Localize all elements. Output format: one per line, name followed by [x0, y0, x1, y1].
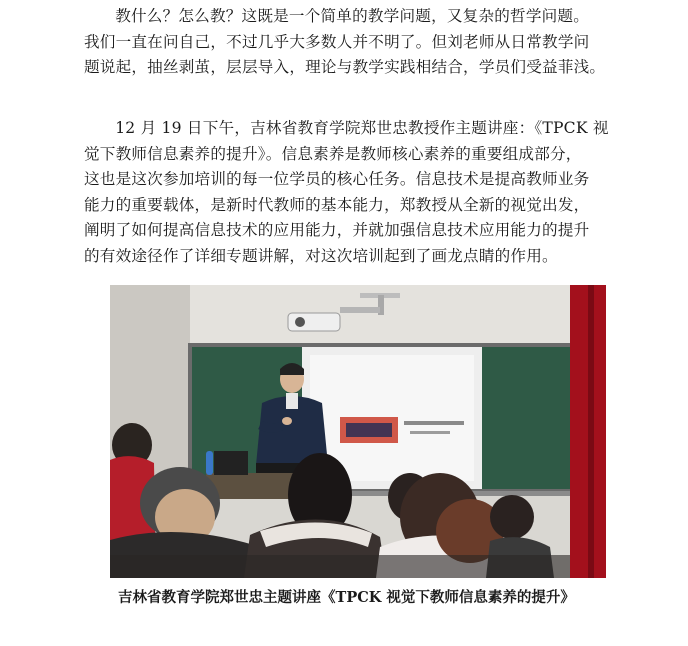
paragraph-1-line-1: 教什么？怎么教？这既是一个简单的教学问题，又复杂的哲学问题。 [115, 7, 590, 25]
lecture-photo [110, 285, 606, 578]
paragraph-2-line-2: 觉下教师信息素养的提升》。信息素养是教师核心素养的重要组成部分， [84, 144, 582, 163]
paragraph-1 [84, 4, 609, 81]
paragraph-2-line-4: 能力的重要载体，是新时代教师的基本能力，郑教授从全新的视觉出发， [84, 195, 590, 214]
paragraph-2-line-3: 这也是这次参加培训的每一位学员的核心任务。信息技术是提高教师业务 [84, 170, 590, 188]
paragraph-2 [84, 116, 609, 269]
photo-caption: 吉林省教育学院郑世忠主题讲座《TPCK 视觉下教师信息素养的提升》 [118, 589, 575, 606]
paragraph-2-line-6: 的有效途径作了详细专题讲解，对这次培训起到了画龙点睛的作用。 [84, 246, 558, 265]
paragraph-1-line-2: 我们一直在问自己，不过几乎大多数人并不明了。但刘老师从日常教学问 [84, 32, 590, 51]
paragraph-2-line-5: 阐明了如何提高信息技术的应用能力，并就加强信息技术应用能力的提升 [84, 221, 590, 239]
paragraph-2-line-1: 12 月 19 日下午，吉林省教育学院郑世忠教授作主题讲座：《TPCK 视 [115, 119, 609, 137]
paragraph-1-line-3: 题说起，抽丝剥茧，层层导入，理论与教学实践相结合，学员们受益菲浅。 [84, 58, 606, 76]
